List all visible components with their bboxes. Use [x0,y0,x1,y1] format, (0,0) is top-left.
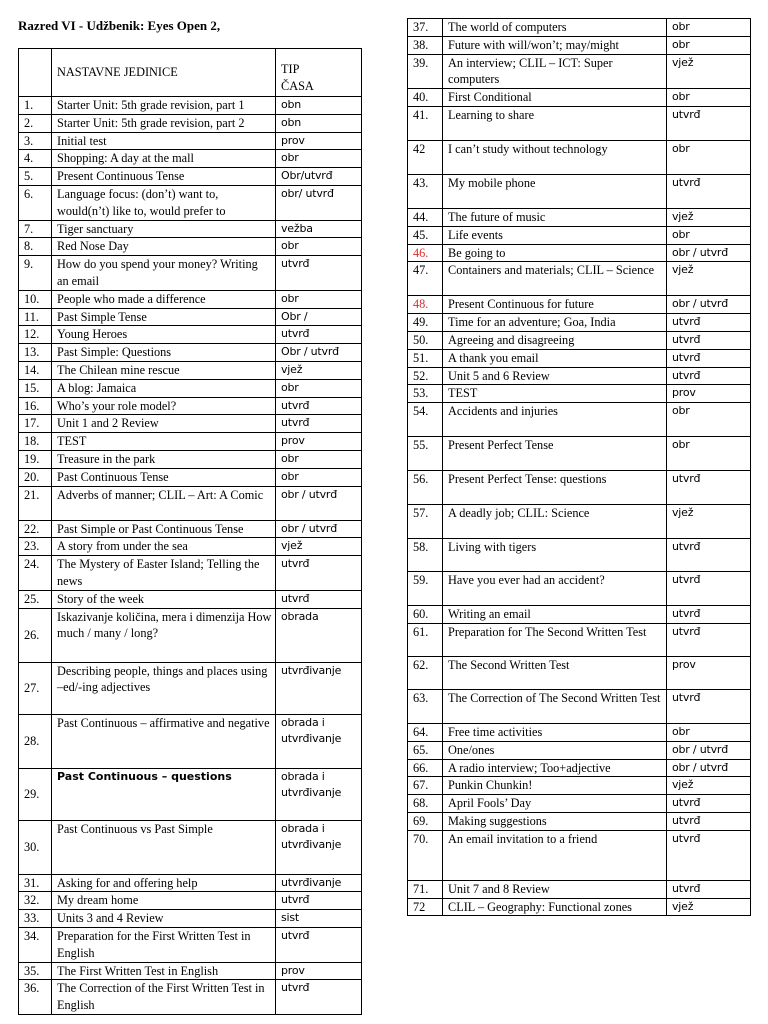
row-number: 34. [19,927,52,962]
table-row [408,226,751,244]
lesson-type: utvrđ [667,471,751,505]
row-number: 15. [19,379,52,397]
table-row [408,140,751,174]
lesson-title: Unit 5 and 6 Review [443,367,667,385]
lesson-type: utvrđ [276,892,362,910]
lesson-type: obr [667,19,751,37]
document-title: Razred VI - Udžbenik: Eyes Open 2, [18,18,221,33]
lesson-title: Past Simple Tense [52,308,276,326]
lesson-title: Past Simple: Questions [52,344,276,362]
table-row [408,314,751,332]
table-row [19,397,362,415]
lesson-type: obr / utvrđ [667,296,751,314]
lesson-type: obr [276,379,362,397]
lesson-title: One/ones [443,741,667,759]
header-type-line2: ČASA [281,78,314,93]
row-number: 14. [19,361,52,379]
row-number: 63. [408,689,443,723]
lesson-type: utvrđ [276,927,362,962]
lesson-type: vežba [276,220,362,238]
table-row [19,256,362,291]
lesson-title: Preparation for The Second Written Test [443,623,667,656]
table-row [408,208,751,226]
table-row [408,403,751,437]
row-number: 53. [408,385,443,403]
lesson-title: Shopping: A day at the mall [52,150,276,168]
lesson-title: Living with tigers [443,539,667,572]
lesson-title: Adverbs of manner; CLIL – Art: A Comic [52,486,276,520]
row-number: 9. [19,256,52,291]
table-row [19,168,362,186]
lesson-type: utvrđ [276,980,362,1015]
row-number: 12. [19,326,52,344]
table-row [19,220,362,238]
row-number: 61. [408,623,443,656]
lesson-title: The future of music [443,208,667,226]
lesson-type: obr [667,723,751,741]
row-number: 56. [408,471,443,505]
row-number: 66. [408,759,443,777]
header-type-line1: TIP [281,61,300,76]
table-row [408,623,751,656]
row-number: 7. [19,220,52,238]
lesson-type: obr [667,140,751,174]
row-number: 6. [19,185,52,220]
lesson-type: obr / utvrđ [667,244,751,262]
lesson-title: Time for an adventure; Goa, India [443,314,667,332]
row-number: 71. [408,880,443,898]
row-number: 26. [19,608,52,662]
table-row [19,415,362,433]
lesson-title: The Correction of the First Written Test in English [52,980,276,1015]
lesson-title: Iskazivanje količina, mera i dimenzija How much / many / long? [52,608,276,662]
table-row [19,590,362,608]
table-row [19,379,362,397]
table-row [408,36,751,54]
lesson-type: obr/ utvrđ [276,185,362,220]
lesson-title: Starter Unit: 5th grade revision, part 1 [52,97,276,115]
row-number: 72 [408,898,443,916]
lesson-type: vjež [667,262,751,296]
table-row [408,106,751,140]
lesson-type: utvrđ [667,367,751,385]
lesson-type: vjež [667,505,751,539]
row-number: 48. [408,296,443,314]
row-number: 5. [19,168,52,186]
header-number-cell [19,49,52,97]
table-row [19,132,362,150]
lesson-title: Present Continuous for future [443,296,667,314]
table-row [408,262,751,296]
lesson-type: obr [276,150,362,168]
lesson-type: obn [276,97,362,115]
lesson-title: The Chilean mine rescue [52,361,276,379]
lesson-title: A blog: Jamaica [52,379,276,397]
lesson-type: obr / utvrđ [276,520,362,538]
lesson-title: TEST [52,433,276,451]
row-number: 64. [408,723,443,741]
table-row [19,768,362,820]
table-row [19,714,362,768]
table-row [408,296,751,314]
lesson-type: utvrđ [667,572,751,606]
lesson-type: vjež [667,54,751,89]
table-row [408,385,751,403]
table-row [19,820,362,874]
table-row [408,54,751,89]
lesson-type: utvrđ [276,397,362,415]
row-number: 17. [19,415,52,433]
row-number: 52. [408,367,443,385]
lesson-type: obr [276,468,362,486]
lesson-type: obrada i utvrđivanje [276,820,362,874]
lesson-title: Learning to share [443,106,667,140]
row-number: 4. [19,150,52,168]
table-row [408,812,751,830]
lesson-title: Starter Unit: 5th grade revision, part 2 [52,114,276,132]
lesson-title: Past Continuous Tense [52,468,276,486]
lesson-type: utvrđ [667,830,751,880]
lesson-title: Who’s your role model? [52,397,276,415]
lesson-type: prov [276,132,362,150]
lesson-title: Red Nose Day [52,238,276,256]
table-row [408,795,751,813]
lesson-title: An email invitation to a friend [443,830,667,880]
table-row [408,331,751,349]
row-number: 8. [19,238,52,256]
table-row [408,367,751,385]
lesson-type: obr [667,36,751,54]
row-number: 60. [408,606,443,624]
table-row [408,723,751,741]
row-number: 16. [19,397,52,415]
lesson-title: Unit 1 and 2 Review [52,415,276,433]
lesson-title: Free time activities [443,723,667,741]
lesson-title: CLIL – Geography: Functional zones [443,898,667,916]
row-number: 46. [408,244,443,262]
row-number: 35. [19,962,52,980]
row-number: 37. [408,19,443,37]
row-number: 47. [408,262,443,296]
table-row [19,344,362,362]
lesson-table-left [18,48,362,1015]
lesson-type: obr [667,403,751,437]
lesson-type: vjež [276,538,362,556]
lesson-title: Young Heroes [52,326,276,344]
lesson-type: prov [276,962,362,980]
lesson-type: obr [276,290,362,308]
row-number: 32. [19,892,52,910]
lesson-type: Obr / [276,308,362,326]
row-number: 20. [19,468,52,486]
lesson-title: TEST [443,385,667,403]
lesson-type: obr [667,226,751,244]
table-row [408,830,751,880]
lesson-title: Agreeing and disagreeing [443,331,667,349]
lesson-title: Present Perfect Tense [443,437,667,471]
lesson-title: The world of computers [443,19,667,37]
row-number: 13. [19,344,52,362]
lesson-title: Units 3 and 4 Review [52,910,276,928]
row-number: 18. [19,433,52,451]
lesson-title: Have you ever had an accident? [443,572,667,606]
lesson-title: A deadly job; CLIL: Science [443,505,667,539]
row-number: 43. [408,174,443,208]
table-row [408,89,751,107]
row-number: 41. [408,106,443,140]
lesson-type: Obr / utvrđ [276,344,362,362]
row-number: 22. [19,520,52,538]
table-row [19,361,362,379]
lesson-type: utvrđ [276,326,362,344]
row-number: 67. [408,777,443,795]
lesson-type: Obr/utvrđ [276,168,362,186]
lesson-title: My mobile phone [443,174,667,208]
lesson-title: Past Continuous – affirmative and negative [52,714,276,768]
table-row [19,980,362,1015]
table-row [408,244,751,262]
lesson-title: Past Simple or Past Continuous Tense [52,520,276,538]
lesson-title: Unit 7 and 8 Review [443,880,667,898]
lesson-type: utvrđ [276,256,362,291]
row-number: 49. [408,314,443,332]
table-row [19,433,362,451]
lesson-title: Life events [443,226,667,244]
lesson-type: utvrđ [276,556,362,591]
table-row [19,468,362,486]
lesson-type: prov [667,656,751,689]
lesson-type: utvrđ [667,349,751,367]
row-number: 62. [408,656,443,689]
row-number: 23. [19,538,52,556]
row-number: 28. [19,714,52,768]
lesson-type: utvrđ [667,314,751,332]
table-row [19,892,362,910]
table-row [408,349,751,367]
row-number: 55. [408,437,443,471]
lesson-type: obrada i utvrđivanje [276,768,362,820]
lesson-type: prov [276,433,362,451]
lesson-title: Punkin Chunkin! [443,777,667,795]
lesson-type: obr [667,89,751,107]
header-lessons: NASTAVNE JEDINICE [52,49,276,97]
row-number: 10. [19,290,52,308]
lesson-type: utvrđ [667,539,751,572]
table-row [408,898,751,916]
lesson-title: Describing people, things and places using –ed/-ing adjectives [52,662,276,714]
table-row [19,556,362,591]
lesson-type: utvrđ [667,174,751,208]
lesson-title: Past Continuous vs Past Simple [52,820,276,874]
lesson-type: utvrđ [667,795,751,813]
lesson-title: A story from under the sea [52,538,276,556]
row-number: 54. [408,403,443,437]
row-number: 27. [19,662,52,714]
lesson-type: vjež [667,208,751,226]
lesson-type: utvrđ [667,106,751,140]
row-number: 70. [408,830,443,880]
table-row [19,150,362,168]
table-row [408,572,751,606]
lesson-title: Past Continuous – questions [52,768,276,820]
table-row [408,505,751,539]
lesson-type: utvrđ [667,606,751,624]
lesson-title: Tiger sanctuary [52,220,276,238]
lesson-title: How do you spend your money? Writing an email [52,256,276,291]
table-row [408,880,751,898]
table-row [19,538,362,556]
table-row [19,290,362,308]
row-number: 33. [19,910,52,928]
lesson-title: April Fools’ Day [443,795,667,813]
table-row [19,962,362,980]
row-number: 24. [19,556,52,591]
table-row [19,520,362,538]
lesson-type: obr / utvrđ [667,759,751,777]
row-number: 2. [19,114,52,132]
lesson-type: prov [667,385,751,403]
lesson-type: vjež [667,777,751,795]
lesson-type: utvrđ [276,590,362,608]
table-row [408,174,751,208]
table-row [408,759,751,777]
lesson-title: I can’t study without technology [443,140,667,174]
lesson-type: obr / utvrđ [667,741,751,759]
row-number: 30. [19,820,52,874]
row-number: 58. [408,539,443,572]
lesson-type: obr [667,437,751,471]
row-number: 29. [19,768,52,820]
lesson-title: Language focus: (don’t) want to, would(n’t) like to, would prefer to [52,185,276,220]
table-row [19,97,362,115]
table-row [408,471,751,505]
row-number: 25. [19,590,52,608]
row-number: 68. [408,795,443,813]
table-row [19,185,362,220]
table-row [19,927,362,962]
row-number: 31. [19,874,52,892]
table-row [408,606,751,624]
table-row [408,741,751,759]
table-row [19,450,362,468]
lesson-table-right [407,18,751,916]
row-number: 11. [19,308,52,326]
lesson-title: The Correction of The Second Written Test [443,689,667,723]
row-number: 36. [19,980,52,1015]
lesson-title: First Conditional [443,89,667,107]
row-number: 57. [408,505,443,539]
table-row [408,689,751,723]
lesson-type: utvrđ [667,331,751,349]
row-number: 65. [408,741,443,759]
lesson-title: The Mystery of Easter Island; Telling the news [52,556,276,591]
row-number: 38. [408,36,443,54]
lesson-type: obr [276,238,362,256]
row-number: 1. [19,97,52,115]
lesson-title: Initial test [52,132,276,150]
row-number: 44. [408,208,443,226]
lesson-title: Future with will/won’t; may/might [443,36,667,54]
row-number: 42 [408,140,443,174]
row-number: 21. [19,486,52,520]
table-row [408,19,751,37]
lesson-type: vjež [667,898,751,916]
lesson-title: Writing an email [443,606,667,624]
lesson-title: Preparation for the First Written Test in English [52,927,276,962]
table-row [19,238,362,256]
row-number: 69. [408,812,443,830]
lesson-title: People who made a difference [52,290,276,308]
table-row [19,662,362,714]
lesson-title: Present Continuous Tense [52,168,276,186]
lesson-type: vjež [276,361,362,379]
lesson-title: An interview; CLIL – ICT: Super computers [443,54,667,89]
lesson-type: utvrđ [667,623,751,656]
lesson-type: obr [276,450,362,468]
table-row [408,539,751,572]
lesson-type: utvrđ [667,689,751,723]
lesson-title: Treasure in the park [52,450,276,468]
lesson-type: utvrđivanje [276,662,362,714]
lesson-title: The First Written Test in English [52,962,276,980]
lesson-title: A radio interview; Too+adjective [443,759,667,777]
row-number: 59. [408,572,443,606]
row-number: 51. [408,349,443,367]
table-row [408,777,751,795]
lesson-title: Making suggestions [443,812,667,830]
table-row [19,486,362,520]
header-type [276,49,362,97]
row-number: 45. [408,226,443,244]
table-row [19,326,362,344]
lesson-title: My dream home [52,892,276,910]
lesson-type: utvrđivanje [276,874,362,892]
table-row [19,308,362,326]
lesson-title: The Second Written Test [443,656,667,689]
row-number: 19. [19,450,52,468]
table-row [408,437,751,471]
row-number: 50. [408,331,443,349]
table-header-row [19,49,362,97]
lesson-type: utvrđ [276,415,362,433]
table-row [19,608,362,662]
lesson-title: Present Perfect Tense: questions [443,471,667,505]
row-number: 3. [19,132,52,150]
lesson-title: Asking for and offering help [52,874,276,892]
lesson-type: obr / utvrđ [276,486,362,520]
lesson-type: utvrđ [667,812,751,830]
lesson-type: sist [276,910,362,928]
table-row [19,114,362,132]
table-row [19,874,362,892]
lesson-title: A thank you email [443,349,667,367]
table-row [19,910,362,928]
row-number: 39. [408,54,443,89]
table-row [408,656,751,689]
row-number: 40. [408,89,443,107]
lesson-title: Be going to [443,244,667,262]
lesson-type: utvrđ [667,880,751,898]
lesson-type: obn [276,114,362,132]
lesson-title: Story of the week [52,590,276,608]
lesson-type: obrada [276,608,362,662]
lesson-title: Containers and materials; CLIL – Science [443,262,667,296]
lesson-type: obrada i utvrđivanje [276,714,362,768]
lesson-title: Accidents and injuries [443,403,667,437]
